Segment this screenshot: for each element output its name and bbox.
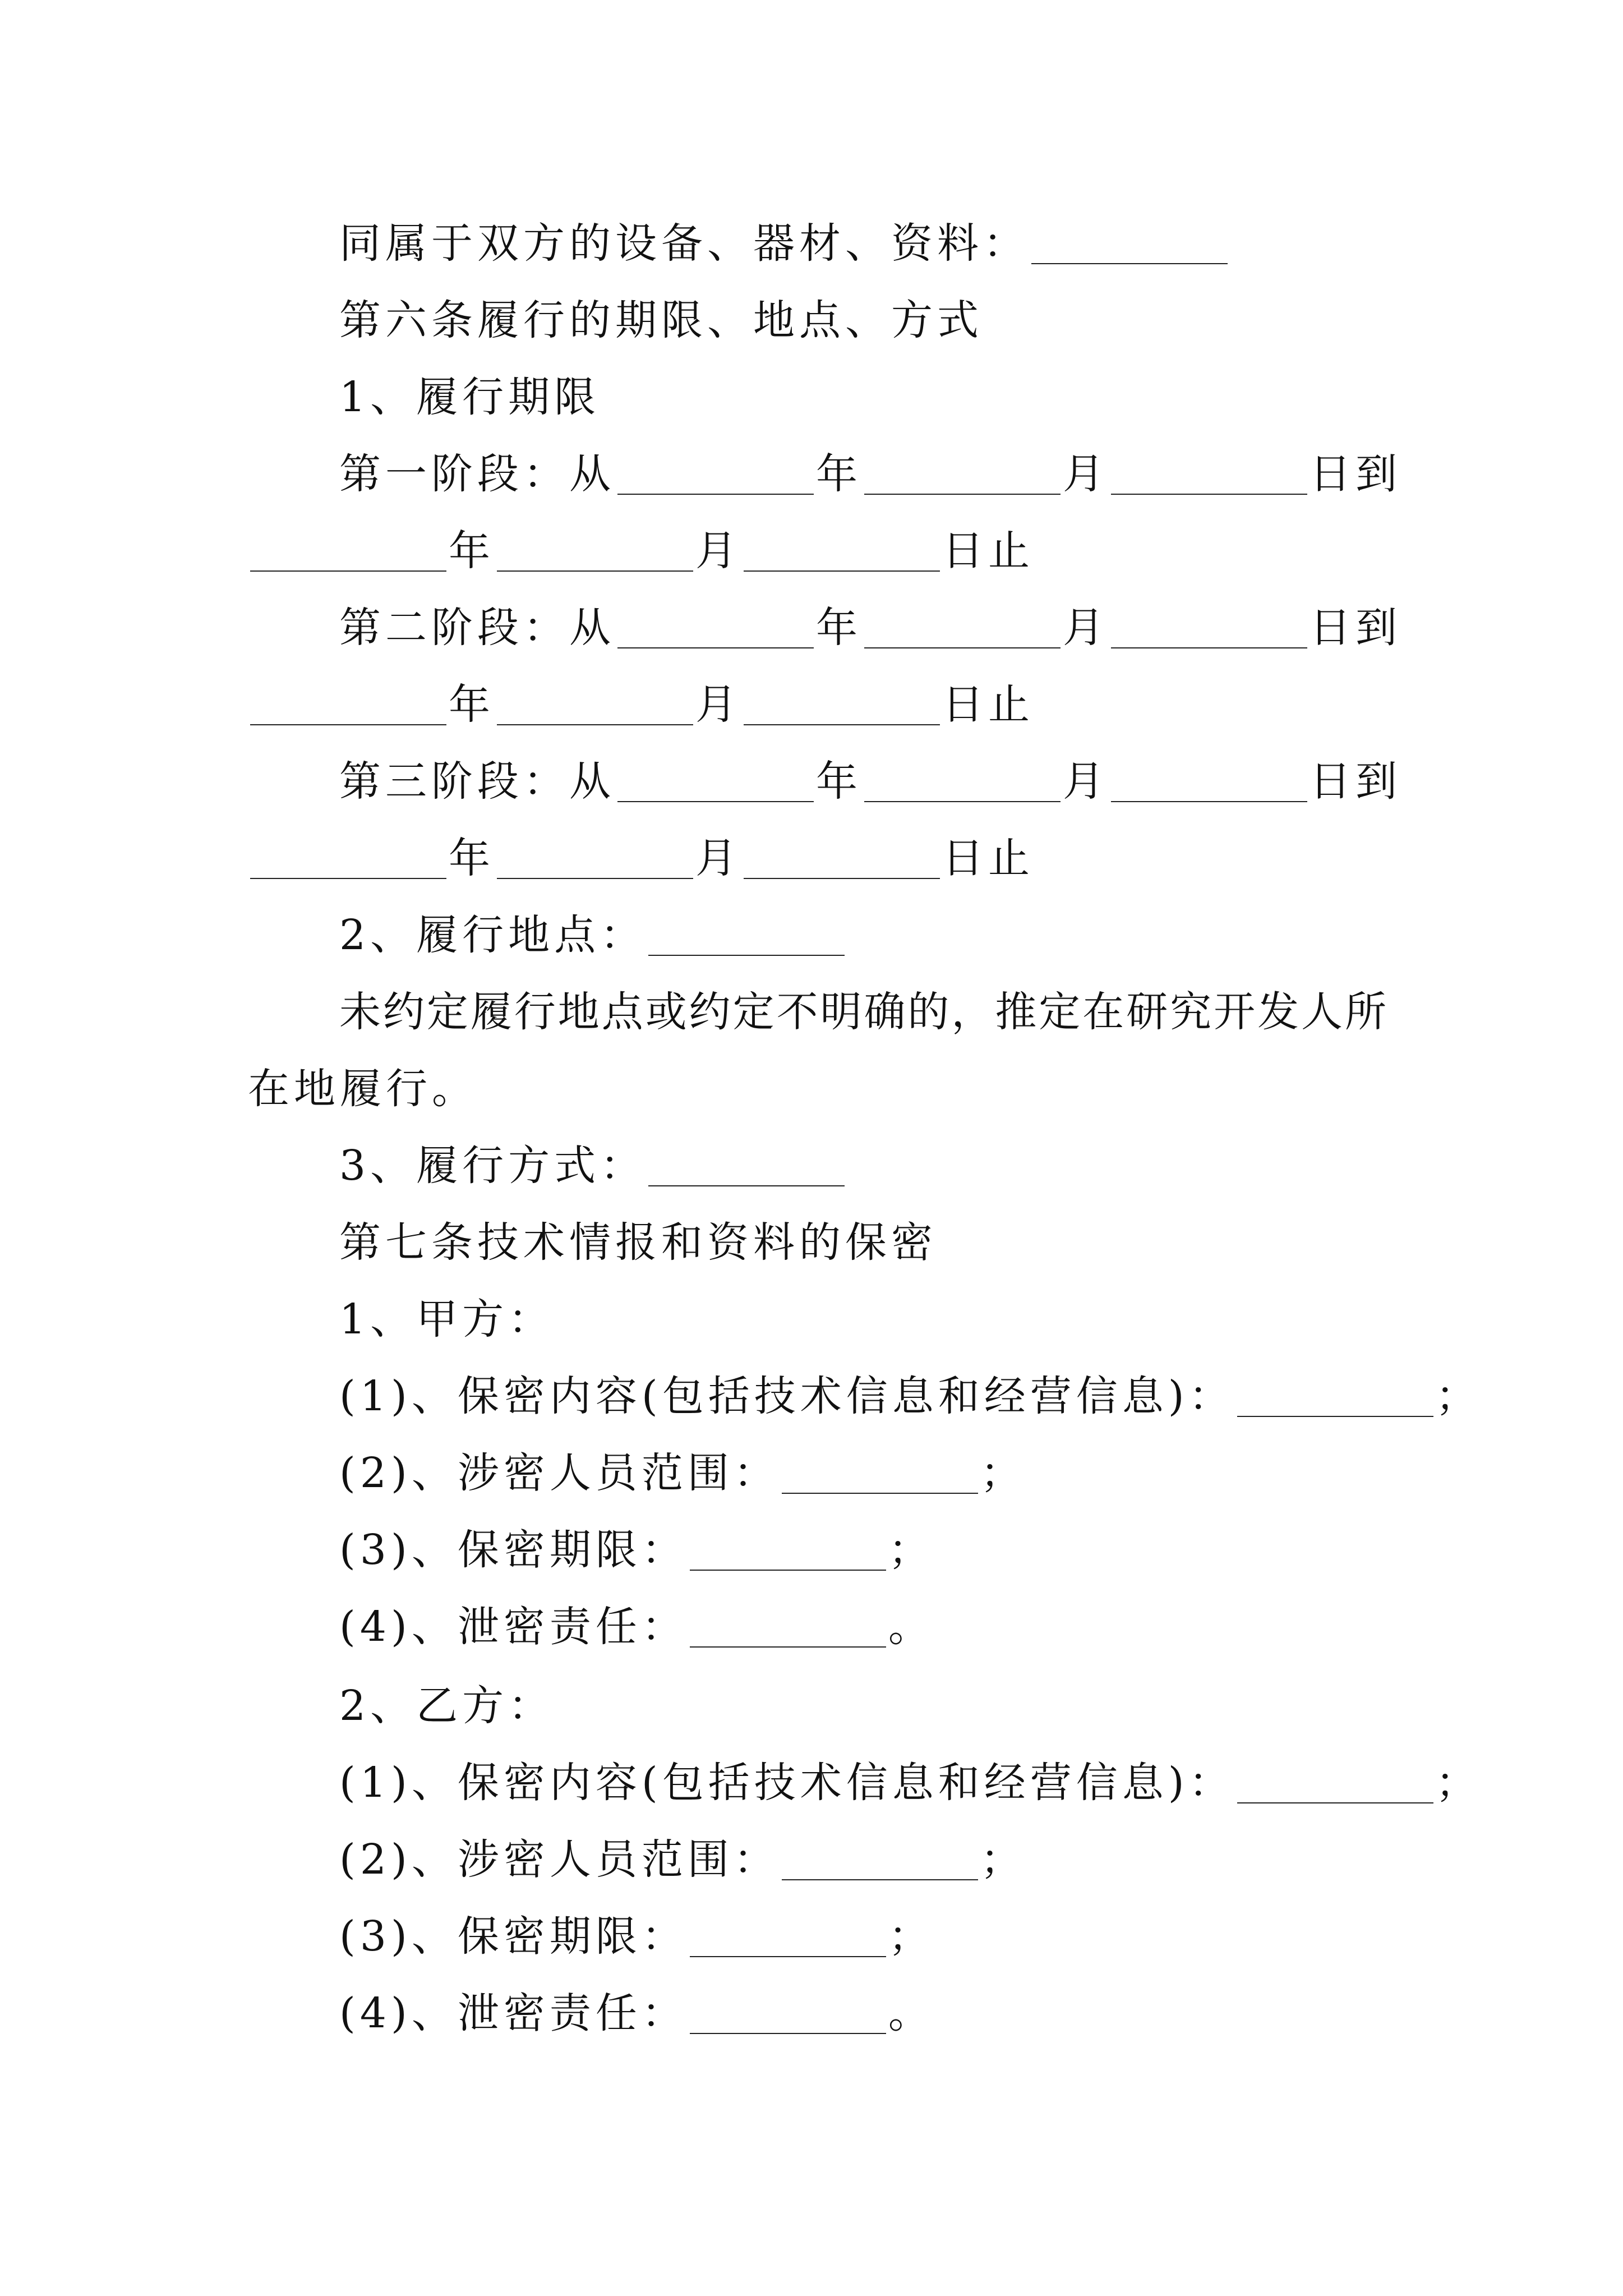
paragraph-line <box>248 1668 1386 1745</box>
text-segment: ； <box>980 1449 1026 1497</box>
fill-in-blank[interactable] <box>617 800 814 802</box>
paragraph-line <box>248 359 1386 436</box>
paragraph-line <box>248 1051 1386 1128</box>
paragraph-line <box>248 1589 1386 1665</box>
text-segment: (1)、保密内容(包括技术信息和经营信息)： <box>339 1372 1235 1420</box>
text-segment: 月 <box>1063 450 1109 498</box>
text-segment: 年 <box>816 604 862 652</box>
fill-in-blank[interactable] <box>744 877 940 879</box>
paragraph-line <box>248 436 1401 513</box>
text-segment: ； <box>888 1526 934 1574</box>
fill-in-blank[interactable] <box>690 2032 886 2034</box>
text-segment: 3、履行方式： <box>339 1142 647 1190</box>
fill-in-blank[interactable] <box>864 647 1061 648</box>
fill-in-blank[interactable] <box>250 570 446 572</box>
fill-in-blank[interactable] <box>497 724 693 725</box>
text-segment: 日到 <box>1310 450 1401 498</box>
text-segment: 同属于双方的设备、器材、资料： <box>339 219 1029 268</box>
fill-in-blank[interactable] <box>617 493 814 495</box>
text-segment: (3)、保密期限： <box>339 1912 688 1961</box>
paragraph-line <box>248 1745 1482 1821</box>
paragraph-line <box>248 1204 1386 1281</box>
fill-in-blank[interactable] <box>617 647 814 648</box>
text-segment: (2)、涉密人员范围： <box>339 1449 780 1497</box>
paragraph-line <box>248 282 1386 359</box>
paragraph-line <box>248 1512 1386 1589</box>
fill-in-blank[interactable] <box>782 1492 978 1494</box>
fill-in-blank[interactable] <box>1237 1415 1433 1417</box>
paragraph-line <box>248 1435 1386 1512</box>
text-segment: (3)、保密期限： <box>339 1526 688 1574</box>
text-segment: (1)、保密内容(包括技术信息和经营信息)： <box>339 1759 1235 1807</box>
paragraph-line <box>248 743 1401 820</box>
text-segment: 未约定履行地点或约定不明确的，推定在研究开发人所 <box>339 988 1386 1036</box>
paragraph-line <box>248 1128 1386 1204</box>
text-segment: 第六条履行的期限、地点、方式 <box>339 296 983 344</box>
paragraph-line <box>248 820 1386 897</box>
text-segment: 月 <box>1063 757 1109 806</box>
paragraph-line <box>248 590 1401 666</box>
text-segment: ； <box>980 1835 1026 1884</box>
paragraph-line <box>248 666 1386 743</box>
text-segment: 年 <box>449 527 495 575</box>
text-segment: 月 <box>1063 604 1109 652</box>
paragraph-line <box>248 1975 1386 2052</box>
fill-in-blank[interactable] <box>690 1955 886 1957</box>
text-segment: 。 <box>888 1989 934 2037</box>
text-segment: 月 <box>695 680 741 729</box>
text-segment: ； <box>1435 1372 1482 1420</box>
fill-in-blank[interactable] <box>648 954 845 956</box>
text-segment: (4)、泄密责任： <box>339 1603 688 1651</box>
text-segment: 第三阶段：从 <box>339 757 615 806</box>
text-segment: 在地履行。 <box>248 1065 478 1113</box>
text-segment: 第二阶段：从 <box>339 604 615 652</box>
fill-in-blank[interactable] <box>744 570 940 572</box>
fill-in-blank[interactable] <box>497 570 693 572</box>
fill-in-blank[interactable] <box>782 1879 978 1880</box>
text-segment: 2、履行地点： <box>339 911 647 959</box>
fill-in-blank[interactable] <box>250 724 446 725</box>
fill-in-blank[interactable] <box>690 1646 886 1648</box>
paragraph-line <box>248 1358 1482 1435</box>
fill-in-blank[interactable] <box>648 1185 845 1186</box>
paragraph-line <box>248 897 1386 974</box>
paragraph-line <box>248 974 1386 1051</box>
text-segment: 日到 <box>1310 757 1401 806</box>
text-segment: 月 <box>695 834 741 882</box>
document-page <box>248 205 1482 2052</box>
text-segment: 年 <box>816 757 862 806</box>
fill-in-blank[interactable] <box>744 724 940 725</box>
fill-in-blank[interactable] <box>1237 1802 1433 1803</box>
text-segment: (2)、涉密人员范围： <box>339 1835 780 1884</box>
paragraph-line <box>248 513 1386 590</box>
text-segment: ； <box>1435 1759 1482 1807</box>
text-segment: 月 <box>695 527 741 575</box>
text-segment: 2、乙方： <box>339 1682 555 1730</box>
fill-in-blank[interactable] <box>864 800 1061 802</box>
text-segment: 日止 <box>942 834 1034 882</box>
fill-in-blank[interactable] <box>1031 263 1228 264</box>
text-segment: 年 <box>449 834 495 882</box>
text-segment: 年 <box>816 450 862 498</box>
text-segment: 日止 <box>942 680 1034 729</box>
text-segment: 1、甲方： <box>339 1295 555 1343</box>
fill-in-blank[interactable] <box>1111 493 1307 495</box>
fill-in-blank[interactable] <box>864 493 1061 495</box>
text-segment: 1、履行期限 <box>339 373 601 421</box>
fill-in-blank[interactable] <box>1111 647 1307 648</box>
paragraph-line <box>248 1281 1386 1358</box>
fill-in-blank[interactable] <box>690 1569 886 1571</box>
text-segment: (4)、泄密责任： <box>339 1989 688 2037</box>
fill-in-blank[interactable] <box>497 877 693 879</box>
fill-in-blank[interactable] <box>250 877 446 879</box>
text-segment: 日到 <box>1310 604 1401 652</box>
text-segment: 。 <box>888 1603 934 1651</box>
text-segment: 第七条技术情报和资料的保密 <box>339 1218 937 1267</box>
fill-in-blank[interactable] <box>1111 800 1307 802</box>
text-segment: 年 <box>449 680 495 729</box>
text-segment: 日止 <box>942 527 1034 575</box>
paragraph-line <box>248 205 1386 282</box>
paragraph-line <box>248 1821 1386 1898</box>
text-segment: 第一阶段：从 <box>339 450 615 498</box>
paragraph-line <box>248 1898 1386 1975</box>
text-segment: ； <box>888 1912 934 1961</box>
